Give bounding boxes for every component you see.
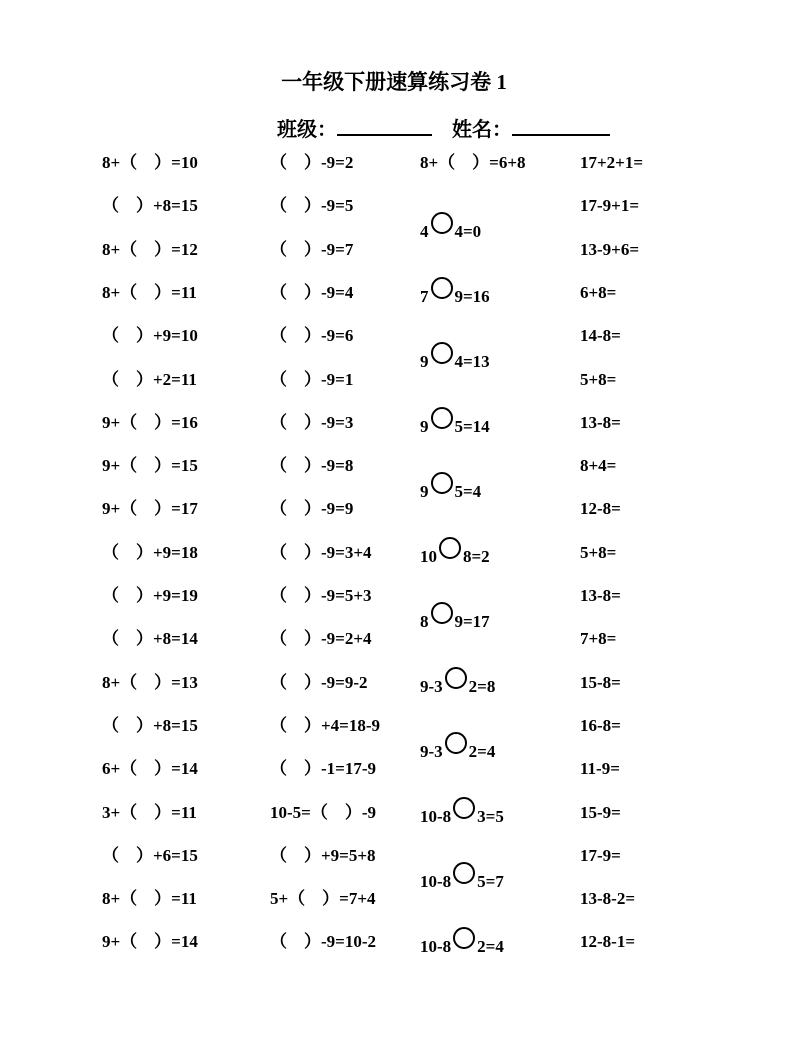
math-problem[interactable]: 6+（ ）=14 (102, 759, 198, 779)
math-problem[interactable]: 17+2+1= (580, 153, 644, 172)
circle-problem-left: 7 (420, 287, 429, 306)
circle-problem[interactable] (420, 667, 495, 697)
math-problem[interactable]: （ ）+6=15 (102, 845, 198, 865)
answer-circle[interactable] (431, 472, 453, 494)
circle-problem[interactable] (420, 407, 490, 437)
circle-problem-right: 4=13 (454, 352, 490, 371)
circle-problem[interactable] (420, 927, 504, 957)
name-label: 姓名： (452, 119, 512, 141)
math-problem[interactable]: （ ）+8=14 (102, 629, 198, 649)
answer-circle[interactable] (431, 602, 453, 624)
circle-problem-left: 9 (420, 482, 429, 501)
circle-problem-left: 10-8 (420, 807, 452, 826)
math-problem[interactable]: 14-8= (580, 326, 621, 346)
math-problem[interactable]: 13-9+6= (580, 239, 640, 259)
math-problem[interactable]: 9+（ ）=17 (102, 499, 198, 519)
math-problem[interactable]: （ ）-9=9-2 (270, 672, 368, 692)
math-problem[interactable]: 15-9= (580, 802, 621, 822)
math-problem[interactable]: 15-8= (580, 672, 621, 692)
circle-problem-right: 3=5 (477, 807, 504, 826)
math-problem[interactable]: 6+8= (580, 282, 617, 302)
circle-problem-right: 8=2 (463, 547, 490, 566)
math-problem[interactable]: （ ）+9=19 (102, 586, 198, 605)
circle-problem-right: 2=8 (468, 677, 496, 696)
math-problem[interactable]: （ ）-9=5+3 (270, 586, 372, 605)
class-blank[interactable] (337, 116, 432, 136)
answer-circle[interactable] (453, 927, 475, 949)
math-problem[interactable]: 13-8= (580, 412, 621, 432)
circle-problem[interactable] (420, 862, 504, 892)
math-problem[interactable]: 8+（ ）=13 (102, 672, 198, 692)
answer-circle[interactable] (431, 212, 453, 234)
circle-problem-right: 5=4 (454, 482, 482, 501)
class-label: 班级： (277, 119, 337, 141)
circle-problem-left: 9-3 (420, 742, 443, 761)
math-problem[interactable]: 9+（ ）=14 (102, 932, 198, 952)
math-problem[interactable]: （ ）-9=6 (270, 326, 354, 346)
circle-problem[interactable] (420, 537, 490, 567)
circle-problem-left: 10-8 (420, 872, 452, 891)
circle-problem[interactable] (420, 277, 490, 307)
math-problem[interactable]: 11-9= (580, 759, 620, 779)
circle-problem[interactable] (420, 602, 490, 632)
answer-circle[interactable] (431, 342, 453, 364)
math-problem[interactable]: 9+（ ）=16 (102, 412, 198, 432)
answer-circle[interactable] (453, 797, 475, 819)
math-problem[interactable]: 5+（ ）=7+4 (270, 889, 376, 909)
math-problem[interactable]: （ ）-9=9 (270, 499, 354, 519)
math-problem[interactable]: （ ）-9=3+4 (270, 542, 372, 562)
answer-circle[interactable] (431, 407, 453, 429)
math-problem[interactable]: （ ）-9=5 (270, 196, 354, 216)
math-problem[interactable]: 8+（ ）=10 (102, 153, 198, 172)
math-problem[interactable]: 3+（ ）=11 (102, 802, 197, 822)
math-problem[interactable]: 17-9+1= (580, 196, 640, 216)
math-problem[interactable]: （ ）-1=17-9 (270, 759, 377, 779)
math-problem[interactable]: 12-8= (580, 499, 621, 519)
answer-circle[interactable] (439, 537, 461, 559)
math-problem[interactable]: （ ）+4=18-9 (270, 715, 381, 735)
math-problem[interactable]: （ ）+9=5+8 (270, 845, 376, 865)
math-problem[interactable]: 5+8= (580, 542, 617, 562)
math-problem[interactable]: （ ）+8=15 (102, 196, 198, 216)
name-blank[interactable] (512, 116, 610, 136)
math-problem[interactable]: （ ）-9=8 (270, 456, 354, 476)
math-problem[interactable]: （ ）-9=1 (270, 369, 354, 389)
answer-circle[interactable] (445, 667, 467, 689)
math-problem[interactable]: （ ）-9=3 (270, 412, 354, 432)
circle-problem-left: 8 (420, 612, 429, 631)
math-problem[interactable]: （ ）-9=10-2 (270, 932, 377, 952)
math-problem[interactable]: 7+8= (580, 629, 617, 649)
circle-problem-right: 5=14 (454, 417, 490, 436)
math-problem[interactable]: 8+（ ）=11 (102, 282, 197, 302)
answer-circle[interactable] (453, 862, 475, 884)
math-problem[interactable]: 13-8= (580, 586, 621, 605)
math-problem[interactable]: （ ）-9=7 (270, 239, 354, 259)
circle-problem-left: 4 (420, 222, 429, 241)
math-problem[interactable]: 8+（ ）=12 (102, 239, 198, 259)
circle-problem[interactable] (420, 342, 490, 372)
math-problem[interactable]: （ ）+8=15 (102, 715, 198, 735)
math-problem[interactable]: （ ）-9=2 (270, 153, 354, 172)
circle-problem-right: 4=0 (454, 222, 482, 241)
math-problem[interactable]: 8+（ ）=6+8 (420, 153, 526, 172)
circle-problem[interactable] (420, 212, 481, 242)
math-problem[interactable]: 9+（ ）=15 (102, 456, 198, 476)
circle-problem-left: 9-3 (420, 677, 443, 696)
math-problem[interactable]: 5+8= (580, 369, 617, 389)
circle-problem-right: 5=7 (477, 872, 504, 891)
answer-circle[interactable] (445, 732, 467, 754)
math-problem[interactable]: （ ）-9=2+4 (270, 629, 372, 649)
math-problem[interactable]: 8+（ ）=11 (102, 889, 197, 909)
circle-problem[interactable] (420, 797, 504, 827)
circle-problem-left: 9 (420, 352, 429, 371)
math-problem[interactable]: （ ）+2=11 (102, 369, 197, 389)
circle-problem[interactable] (420, 732, 495, 762)
answer-circle[interactable] (431, 277, 453, 299)
circle-problem-left: 10-8 (420, 937, 452, 956)
math-problem[interactable]: 17-9= (580, 845, 621, 865)
math-problem[interactable]: 13-8-2= (580, 889, 636, 909)
circle-problem-right: 9=17 (454, 612, 490, 631)
circle-problem-right: 2=4 (468, 742, 496, 761)
math-problem[interactable]: 8+4= (580, 456, 617, 476)
circle-problem-left: 10 (420, 547, 437, 566)
circle-problem-right: 9=16 (454, 287, 490, 306)
page-title: 一年级下册速算练习卷 1 (281, 70, 507, 94)
math-problem[interactable]: （ ）+9=18 (102, 542, 198, 562)
math-problem[interactable]: （ ）-9=4 (270, 282, 354, 302)
circle-problem-right: 2=4 (477, 937, 504, 956)
math-problem[interactable]: （ ）+9=10 (102, 326, 198, 346)
math-problem[interactable]: 12-8-1= (580, 932, 636, 952)
circle-problem-left: 9 (420, 417, 429, 436)
math-problem[interactable]: 10-5=（ ）-9 (270, 802, 377, 822)
math-problem[interactable]: 16-8= (580, 715, 621, 735)
circle-problem[interactable] (420, 472, 481, 502)
student-info (277, 113, 610, 142)
